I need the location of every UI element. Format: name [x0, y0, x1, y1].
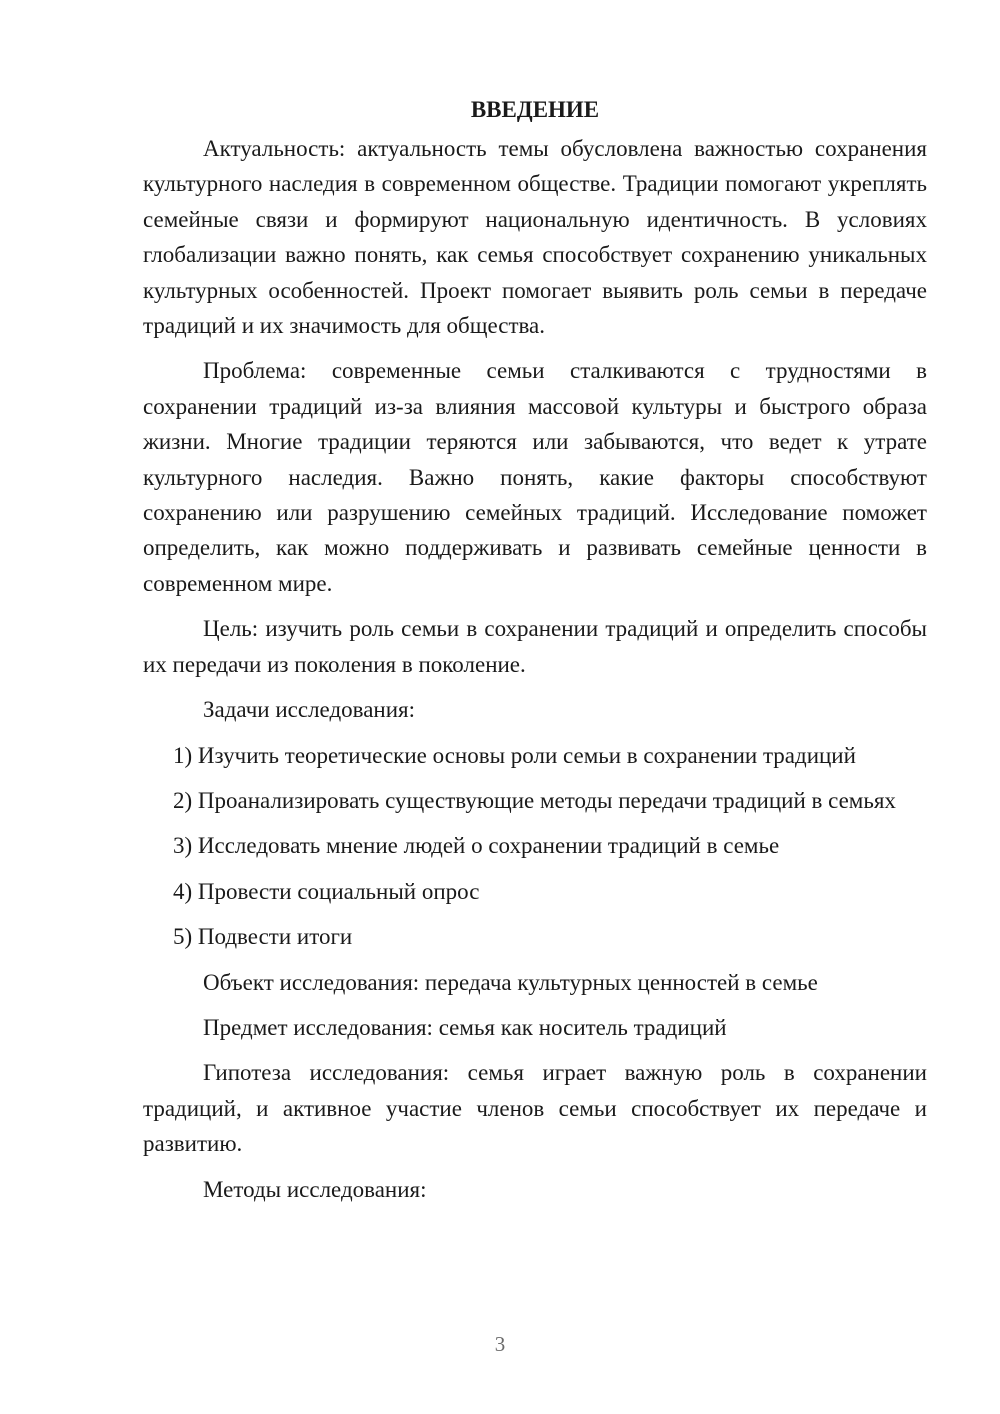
- task-item-5: 5) Подвести итоги: [173, 924, 353, 950]
- hypothesis-paragraph: Гипотеза исследования: семья играет важную роль в сохранении традиций, и активное участие членов семьи способствует их передаче и развитию.: [143, 1060, 927, 1157]
- goal-paragraph: Цель: изучить роль семьи в сохранении традиций и определить способы их передачи из поколения в поколение.: [143, 616, 927, 677]
- task-item-1: 1) Изучить теоретические основы роли семьи в сохранении традиций: [173, 742, 856, 768]
- task-item-2: 2) Проанализировать существующие методы передачи традиций в семьях: [173, 787, 896, 813]
- tasks-heading: Задачи исследования:: [203, 697, 416, 723]
- page-number: 3: [494, 1332, 506, 1356]
- task-item-4: 4) Провести социальный опрос: [173, 878, 480, 904]
- methods-heading: Методы исследования:: [203, 1176, 427, 1202]
- relevance-paragraph: Актуальность: актуальность темы обусловлена важностью сохранения культурного наследия в современном обществе. Традиции помогают укреплять семейные связи и формируют национальную идентичность. В условиях глобализации важно понять, как семья способствует сохранению уникальных культурных особенностей. Проект помогает выявить роль семьи в передаче традиций и их значимость для общества.: [143, 136, 927, 339]
- object-paragraph: Объект исследования: передача культурных ценностей в семье: [203, 969, 818, 995]
- problem-paragraph: Проблема: современные семьи сталкиваются с трудностями в сохранении традиций из-за влияния массовой культуры и быстрого образа жизни. Многие традиции теряются или забываются, что ведет к утрате культурного наследия. Важно понять, какие факторы способствуют сохранению или разрушению семейных традиций. Исследование поможет определить, как можно поддерживать и развивать семейные ценности в современном мире.: [143, 358, 927, 596]
- document-page: [143, 92, 927, 1217]
- task-item-3: 3) Исследовать мнение людей о сохранении традиций в семье: [173, 833, 780, 859]
- subject-paragraph: Предмет исследования: семья как носитель традиций: [203, 1014, 727, 1040]
- page-title: ВВЕДЕНИЕ: [470, 97, 600, 122]
